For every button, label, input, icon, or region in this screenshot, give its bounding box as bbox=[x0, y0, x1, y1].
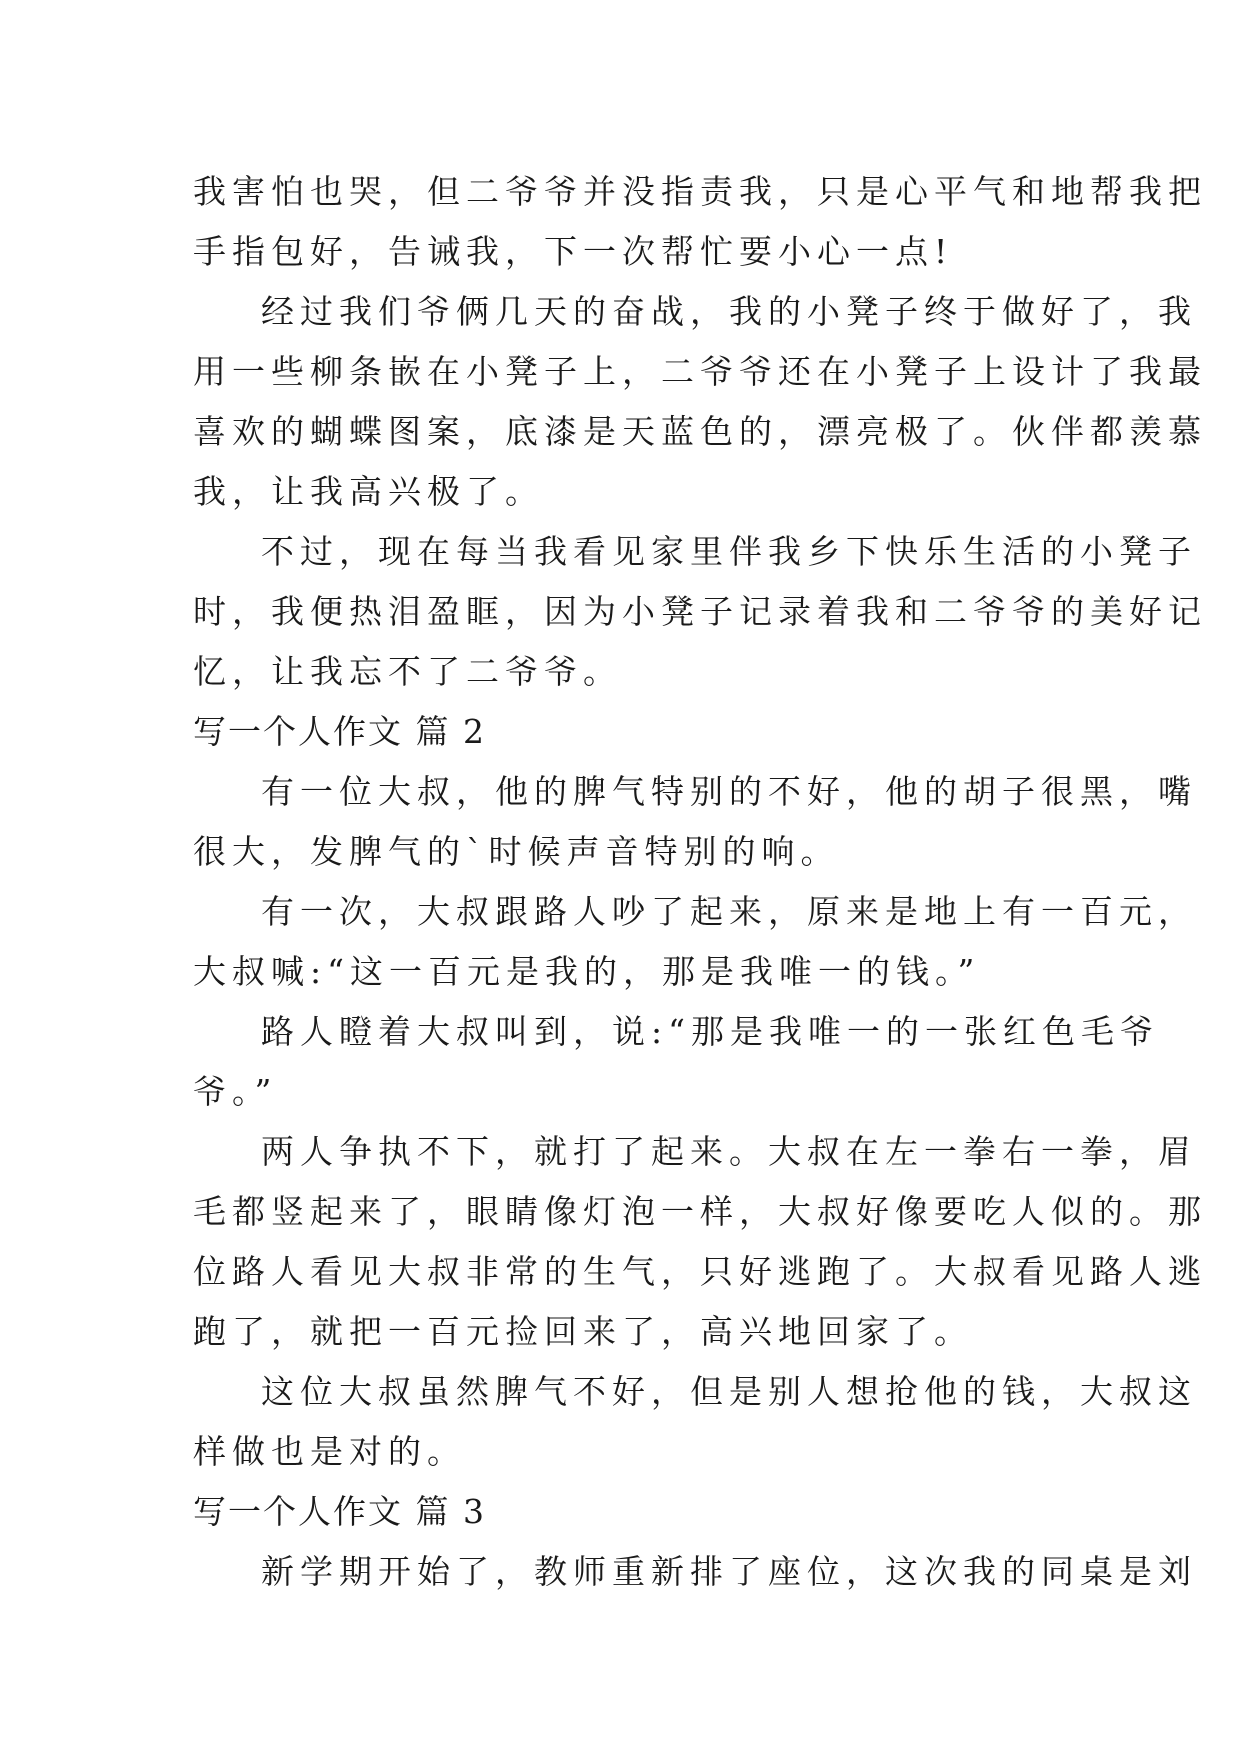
text-line: 这位大叔虽然脾气不好，但是别人想抢他的钱，大叔这 bbox=[261, 1372, 1197, 1411]
text-line: 很大，发脾气的`时候声音特别的响。 bbox=[193, 832, 840, 871]
text-line: 有一位大叔，他的脾气特别的不好，他的胡子很黑，嘴 bbox=[261, 772, 1197, 811]
section-heading: 写一个人作文 篇 2 bbox=[193, 712, 486, 751]
text-line: 不过，现在每当我看见家里伴我乡下快乐生活的小凳子 bbox=[261, 532, 1197, 571]
text-line: 我，让我高兴极了。 bbox=[193, 472, 544, 511]
text-line: 有一次，大叔跟路人吵了起来，原来是地上有一百元， bbox=[261, 892, 1197, 931]
section-heading: 写一个人作文 篇 3 bbox=[193, 1492, 486, 1531]
document-body bbox=[193, 162, 1207, 1602]
text-line: 毛都竖起来了，眼睛像灯泡一样，大叔好像要吃人似的。那 bbox=[193, 1192, 1207, 1231]
text-line: 位路人看见大叔非常的生气，只好逃跑了。大叔看见路人逃 bbox=[193, 1252, 1207, 1291]
text-line: 喜欢的蝴蝶图案，底漆是天蓝色的，漂亮极了。伙伴都羡慕 bbox=[193, 412, 1207, 451]
text-line: 大叔喊:“这一百元是我的，那是我唯一的钱。” bbox=[193, 952, 981, 991]
text-line: 跑了，就把一百元捡回来了，高兴地回家了。 bbox=[193, 1312, 973, 1351]
text-line: 新学期开始了，教师重新排了座位，这次我的同桌是刘 bbox=[261, 1552, 1197, 1591]
text-line: 样做也是对的。 bbox=[193, 1432, 466, 1471]
text-line: 路人瞪着大叔叫到，说:“那是我唯一的一张红色毛爷 bbox=[261, 1012, 1159, 1051]
text-line: 手指包好，告诫我，下一次帮忙要小心一点! bbox=[193, 232, 954, 271]
text-line: 爷。” bbox=[193, 1072, 278, 1111]
text-line: 两人争执不下，就打了起来。大叔在左一拳右一拳，眉 bbox=[261, 1132, 1197, 1171]
text-line: 经过我们爷俩几天的奋战，我的小凳子终于做好了，我 bbox=[261, 292, 1197, 331]
text-line: 时，我便热泪盈眶，因为小凳子记录着我和二爷爷的美好记 bbox=[193, 592, 1207, 631]
text-line: 用一些柳条嵌在小凳子上，二爷爷还在小凳子上设计了我最 bbox=[193, 352, 1207, 391]
text-line: 忆，让我忘不了二爷爷。 bbox=[193, 652, 622, 691]
text-line: 我害怕也哭，但二爷爷并没指责我，只是心平气和地帮我把 bbox=[193, 172, 1207, 211]
